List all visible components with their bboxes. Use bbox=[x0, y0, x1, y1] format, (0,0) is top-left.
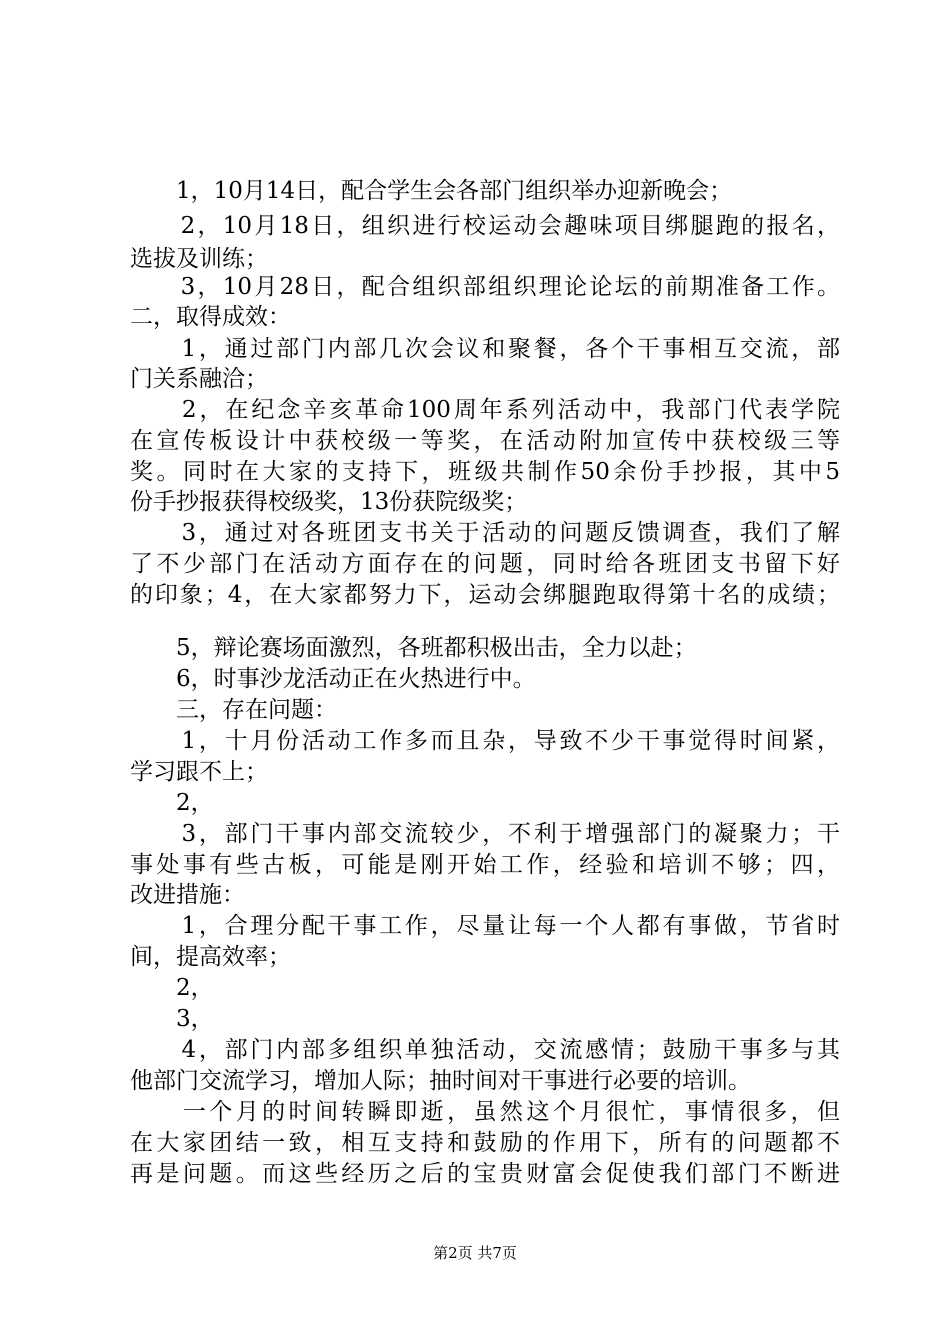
text-line: 在大家团结一致，相互支持和鼓励的作用下，所有的问题都不 bbox=[130, 1130, 840, 1156]
text-line: 4，部门内部多组织单独活动，交流感情；鼓励干事多与其 bbox=[130, 1037, 840, 1063]
text-line: 1，合理分配干事工作，尽量让每一个人都有事做，节省时 bbox=[130, 913, 840, 939]
text-line: 2，在纪念辛亥革命100周年系列活动中，我部门代表学院 bbox=[130, 397, 840, 423]
text-line: 了不少部门在活动方面存在的问题，同时给各班团支书留下好 bbox=[130, 551, 840, 577]
text-line: 二，取得成效： bbox=[130, 304, 291, 330]
text-line: 6，时事沙龙活动正在火热进行中。 bbox=[130, 666, 536, 692]
text-line: 2，10月18日，组织进行校运动会趣味项目绑腿跑的报名， bbox=[130, 213, 840, 239]
text-line: 改进措施： bbox=[130, 882, 245, 908]
text-line: 在宣传板设计中获校级一等奖，在活动附加宣传中获校级三等 bbox=[130, 428, 840, 454]
text-line: 1，通过部门内部几次会议和聚餐，各个干事相互交流，部 bbox=[130, 336, 840, 362]
text-line: 门关系融洽； bbox=[130, 366, 268, 392]
page-footer: 第2页 共7页 bbox=[433, 1244, 517, 1262]
text-line: 间，提高效率； bbox=[130, 944, 291, 970]
text-line: 事处事有些古板，可能是刚开始工作，经验和培训不够；四， bbox=[130, 852, 840, 878]
text-line: 3，部门干事内部交流较少，不利于增强部门的凝聚力；干 bbox=[130, 821, 840, 847]
text-line: 他部门交流学习，增加人际；抽时间对干事进行必要的培训。 bbox=[130, 1068, 751, 1094]
text-line: 2， bbox=[130, 975, 214, 1001]
text-line: 再是问题。而这些经历之后的宝贵财富会促使我们部门不断进 bbox=[130, 1161, 840, 1187]
text-line: 3，通过对各班团支书关于活动的问题反馈调查，我们了解 bbox=[130, 520, 840, 546]
text-line: 1，10月14日，配合学生会各部门组织举办迎新晚会； bbox=[130, 178, 733, 204]
text-line: 3，10月28日，配合组织部组织理论论坛的前期准备工作。 bbox=[130, 274, 840, 300]
text-line: 奖。同时在大家的支持下，班级共制作50余份手抄报，其中5 bbox=[130, 459, 840, 485]
text-line: 1，十月份活动工作多而且杂，导致不少干事觉得时间紧， bbox=[130, 728, 840, 754]
text-line: 的印象；4，在大家都努力下，运动会绑腿跑取得第十名的成绩； bbox=[130, 582, 840, 608]
text-line: 三，存在问题： bbox=[130, 697, 337, 723]
text-line: 2， bbox=[130, 790, 214, 816]
text-line: 学习跟不上； bbox=[130, 759, 268, 785]
text-line: 5，辩论赛场面激烈，各班都积极出击，全力以赴； bbox=[130, 635, 697, 661]
text-line: 一个月的时间转瞬即逝，虽然这个月很忙，事情很多，但 bbox=[130, 1099, 840, 1125]
text-line: 选拔及训练； bbox=[130, 246, 268, 272]
text-line: 份手抄报获得校级奖，13份获院级奖； bbox=[130, 489, 528, 515]
text-line: 3， bbox=[130, 1006, 214, 1032]
